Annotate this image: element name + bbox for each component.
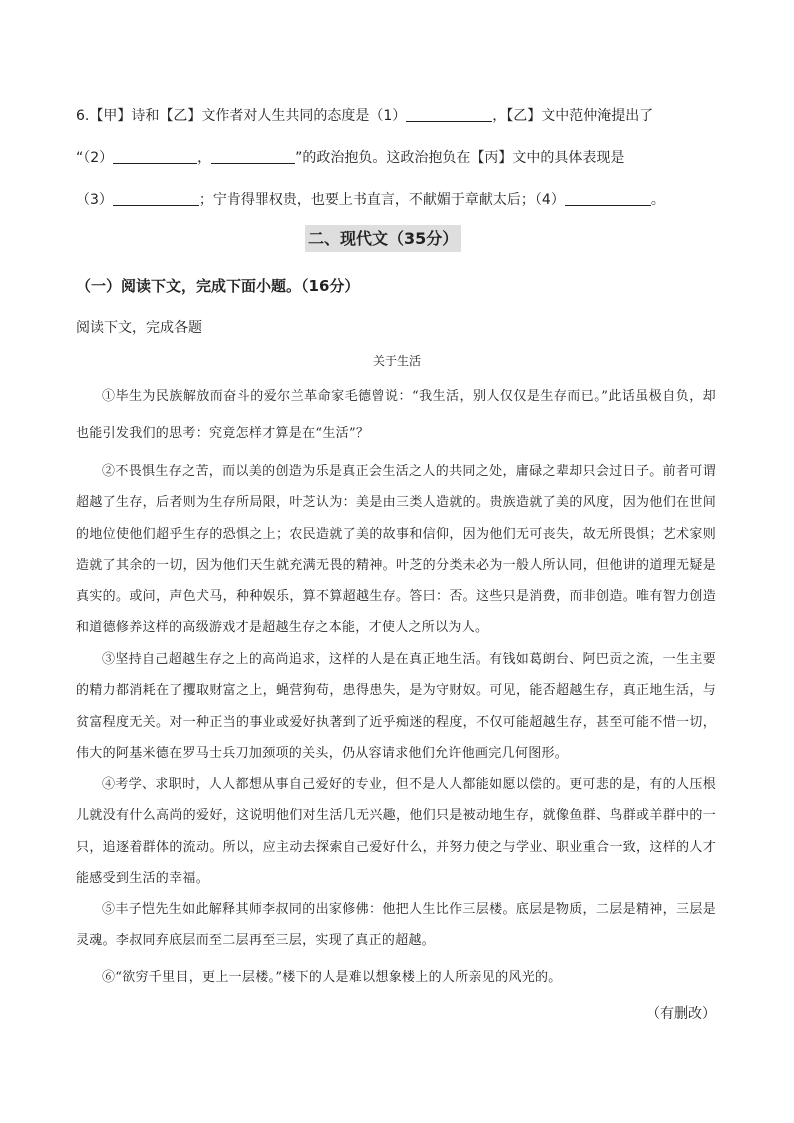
question-6-text: ”的政治抱负。这政治抱负在【丙】文中的具体表现是 <box>295 150 625 166</box>
question-6-text: ，【乙】文中范仲淹提出了 <box>492 108 654 124</box>
question-6-text: 6.【甲】诗和【乙】文作者对人生共同的态度是（1） <box>76 108 407 124</box>
question-6-text: （3） <box>76 192 113 208</box>
question-6-line-1 <box>76 107 716 125</box>
instruction-text: 阅读下文，完成各题 <box>76 320 202 336</box>
answer-blank-4[interactable] <box>565 191 651 206</box>
question-6-text: “（2） <box>76 150 114 166</box>
subsection-heading: （一）阅读下文，完成下面小题。（16分） <box>76 277 360 295</box>
paragraph-5: ⑤丰子恺先生如此解释其师李叔同的出家修佛：他把人生比作三层楼。底层是物质，二层是精神，三层是灵魂。李叔同弃底层而至二层再至三层，实现了真正的超越。 <box>76 902 716 949</box>
question-6-text: ， <box>197 150 212 166</box>
answer-blank-1[interactable] <box>406 107 492 122</box>
section-title-text: 二、现代文（35分） <box>305 225 461 252</box>
question-6-text: 。 <box>650 192 665 208</box>
paragraph-6: ⑥“欲穷千里目，更上一层楼。”楼下的人是难以想象楼上的人所亲见的风光的。 <box>102 970 562 985</box>
question-6-text: ；宁肯得罪权贵，也要上书直言，不献媚于章献太后；（4） <box>198 192 565 208</box>
question-6-line-3 <box>76 191 716 209</box>
answer-blank-3[interactable] <box>113 191 199 206</box>
section-title <box>305 225 461 252</box>
paragraph-3: ③坚持自己超越生存之上的高尚追求，这样的人是在真正地生活。有钱如葛朗台、阿巴贡之流，一生主要的精力都消耗在了攫取财富之上，蝇营狗苟，患得患失，是为守财奴。可见，能否超越生存，真正地生活，与贫富程度无关。对一种正当的事业或爱好执著到了近乎痴迷的程度，不仅可能超越生存，甚至可能不惜一切，伟大的阿基米德在罗马士兵刀加颈项的关头，仍从容请求他们允许他画完几何图形。 <box>76 652 716 761</box>
paragraph-4: ④考学、求职时，人人都想从事自己爱好的专业，但不是人人都能如愿以偿的。更可悲的是，有的人压根儿就没有什么高尚的爱好，这说明他们对生活几无兴趣，他们只是被动地生存，就像鱼群、鸟群或羊群中的一只，追逐着群体的流动。所以，应主动去探索自己爱好什么，并努力使之与学业、职业重合一致，这样的人才能感受到生活的幸福。 <box>76 777 716 886</box>
paragraph-1: ①毕生为民族解放而奋斗的爱尔兰革命家毛德曾说：“我生活，别人仅仅是生存而已。”此话虽极自负，却也能引发我们的思考：究竟怎样才算是在“生活”？ <box>76 389 716 441</box>
source-note: （有删改） <box>646 1006 716 1022</box>
article-title: 关于生活 <box>372 354 421 368</box>
answer-blank-2a[interactable] <box>113 149 197 164</box>
question-6-line-2 <box>76 149 716 167</box>
answer-blank-2b[interactable] <box>211 149 295 164</box>
paragraph-2: ②不畏惧生存之苦，而以美的创造为乐是真正会生活之人的共同之处，庸碌之辈却只会过日子。前者可谓超越了生存，后者则为生存所局限，叶芝认为：美是由三类人造就的。贵族造就了美的风度，因为他们在世间的地位使他们超乎生存的恐惧之上；农民造就了美的故事和信仰，因为他们无可丧失，故无所畏惧；艺术家则造就了其余的一切，因为他们天生就充满无畏的精神。叶芝的分类未必为一般人所认同，但他讲的道理无疑是真实的。或问，声色犬马，种种娱乐，算不算超越生存。答曰：否。这些只是消费，而非创造。唯有智力创造和道德修养这样的高级游戏才是超越生存之本能，才使人之所以为人。 <box>76 464 716 636</box>
